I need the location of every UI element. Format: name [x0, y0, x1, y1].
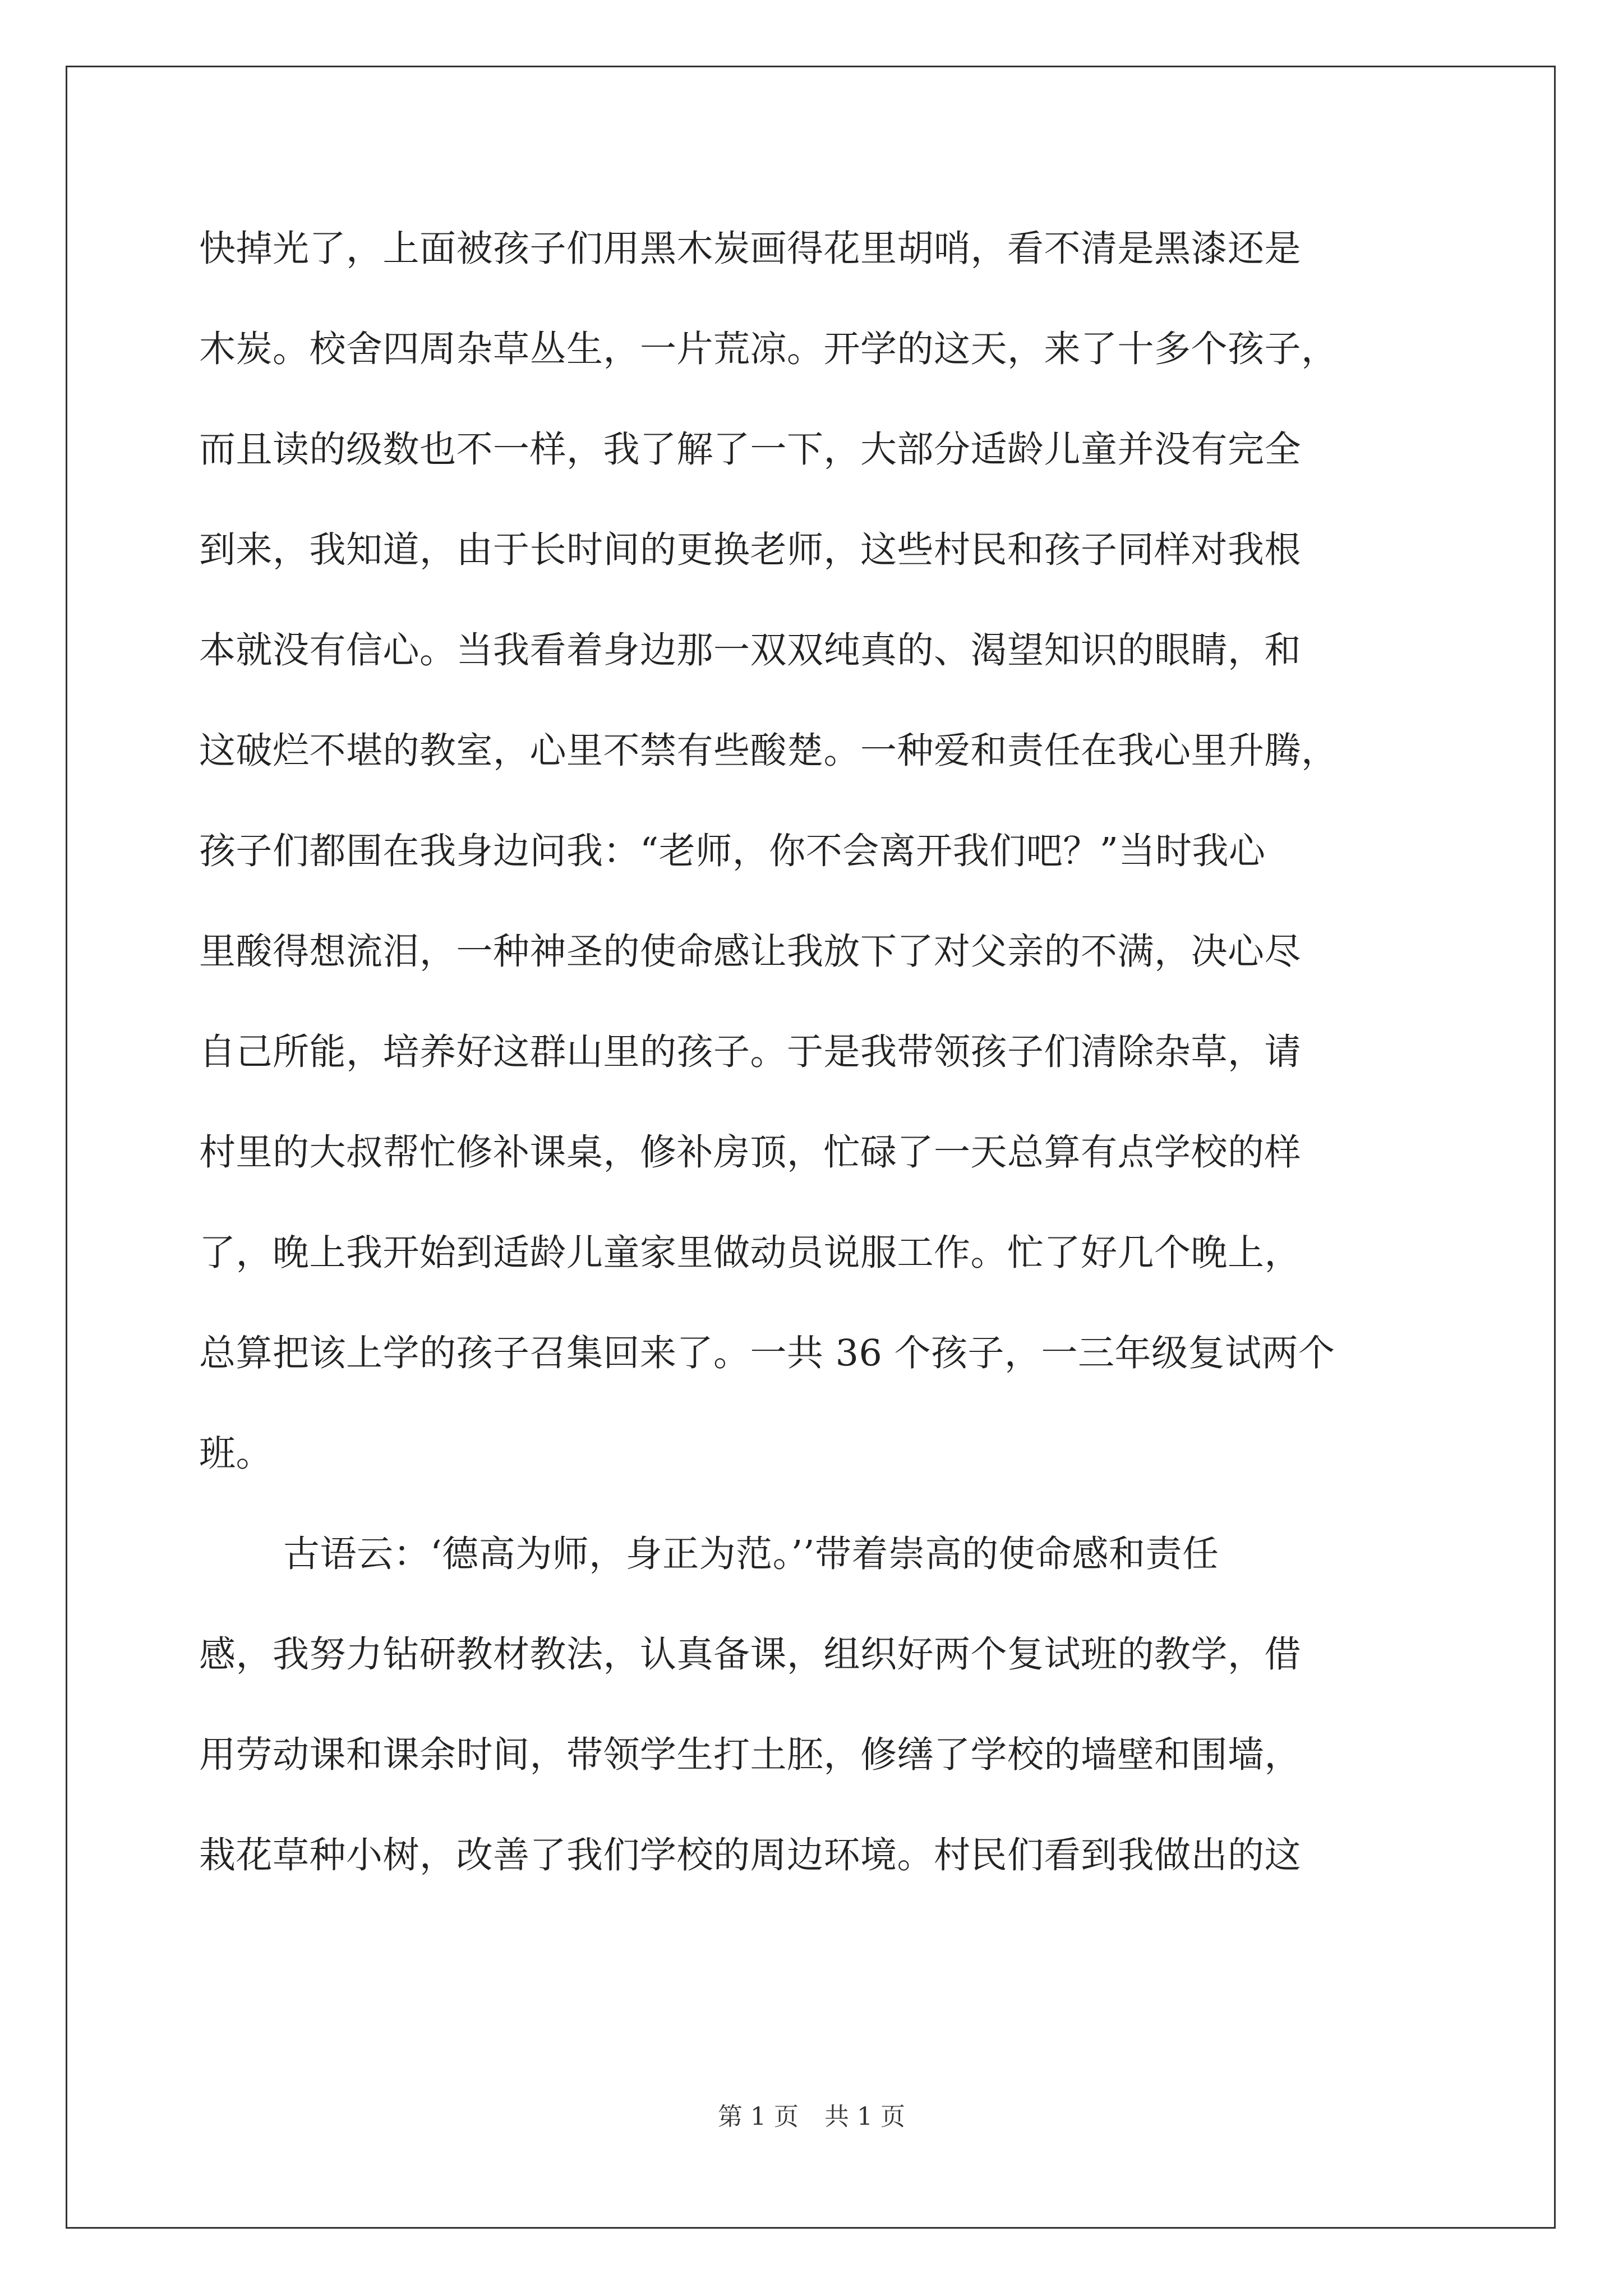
page-total: 共 1 页: [824, 2102, 905, 2131]
text-line: 感，我努力钻研教材教法，认真备课，组织好两个复试班的教学，借: [199, 1634, 1302, 1676]
text-line: 自己所能，培养好这群山里的孩子。于是我带领孩子们清除杂草，请: [199, 1031, 1302, 1073]
text-line: 用劳动课和课余时间，带领学生打土胚，修缮了学校的墙壁和围墙，: [199, 1734, 1302, 1776]
text-line: 而且读的级数也不一样，我了解了一下，大部分适龄儿童并没有完全: [199, 429, 1302, 471]
text-line: 木炭。校舍四周杂草丛生，一片荒凉。开学的这天，来了十多个孩子，: [199, 328, 1338, 370]
text-line: 孩子们都围在我身边问我：“老师，你不会离开我们吧？”当时我心: [199, 830, 1266, 872]
text-line: 了，晚上我开始到适龄儿童家里做动员说服工作。忙了好几个晚上，: [199, 1232, 1302, 1274]
text-line: 到来，我知道，由于长时间的更换老师，这些村民和孩子同样对我根: [199, 529, 1302, 571]
page-footer: [0, 2100, 1623, 2134]
page-number: 第 1 页: [718, 2102, 799, 2131]
text-line: 本就没有信心。当我看着身边那一双双纯真的、渴望知识的眼睛，和: [199, 629, 1302, 671]
text-line: 班。: [199, 1433, 273, 1475]
text-line: 快掉光了，上面被孩子们用黑木炭画得花里胡哨，看不清是黑漆还是: [199, 228, 1302, 270]
document-body: [199, 222, 1433, 1929]
text-line: 村里的大叔帮忙修补课桌，修补房顶，忙碌了一天总算有点学校的样: [199, 1131, 1302, 1174]
text-line: 里酸得想流泪，一种神圣的使命感让我放下了对父亲的不满，决心尽: [199, 931, 1302, 973]
text-line: 这破烂不堪的教室，心里不禁有些酸楚。一种爱和责任在我心里升腾，: [199, 730, 1338, 772]
text-line: 总算把该上学的孩子召集回来了。一共 36 个孩子，一三年级复试两个: [199, 1332, 1335, 1374]
paragraph-first-line: 古语云：‘德高为师，身正为范。’’带着崇高的使命感和责任: [283, 1533, 1219, 1575]
text-line: 栽花草种小树，改善了我们学校的周边环境。村民们看到我做出的这: [199, 1834, 1302, 1876]
